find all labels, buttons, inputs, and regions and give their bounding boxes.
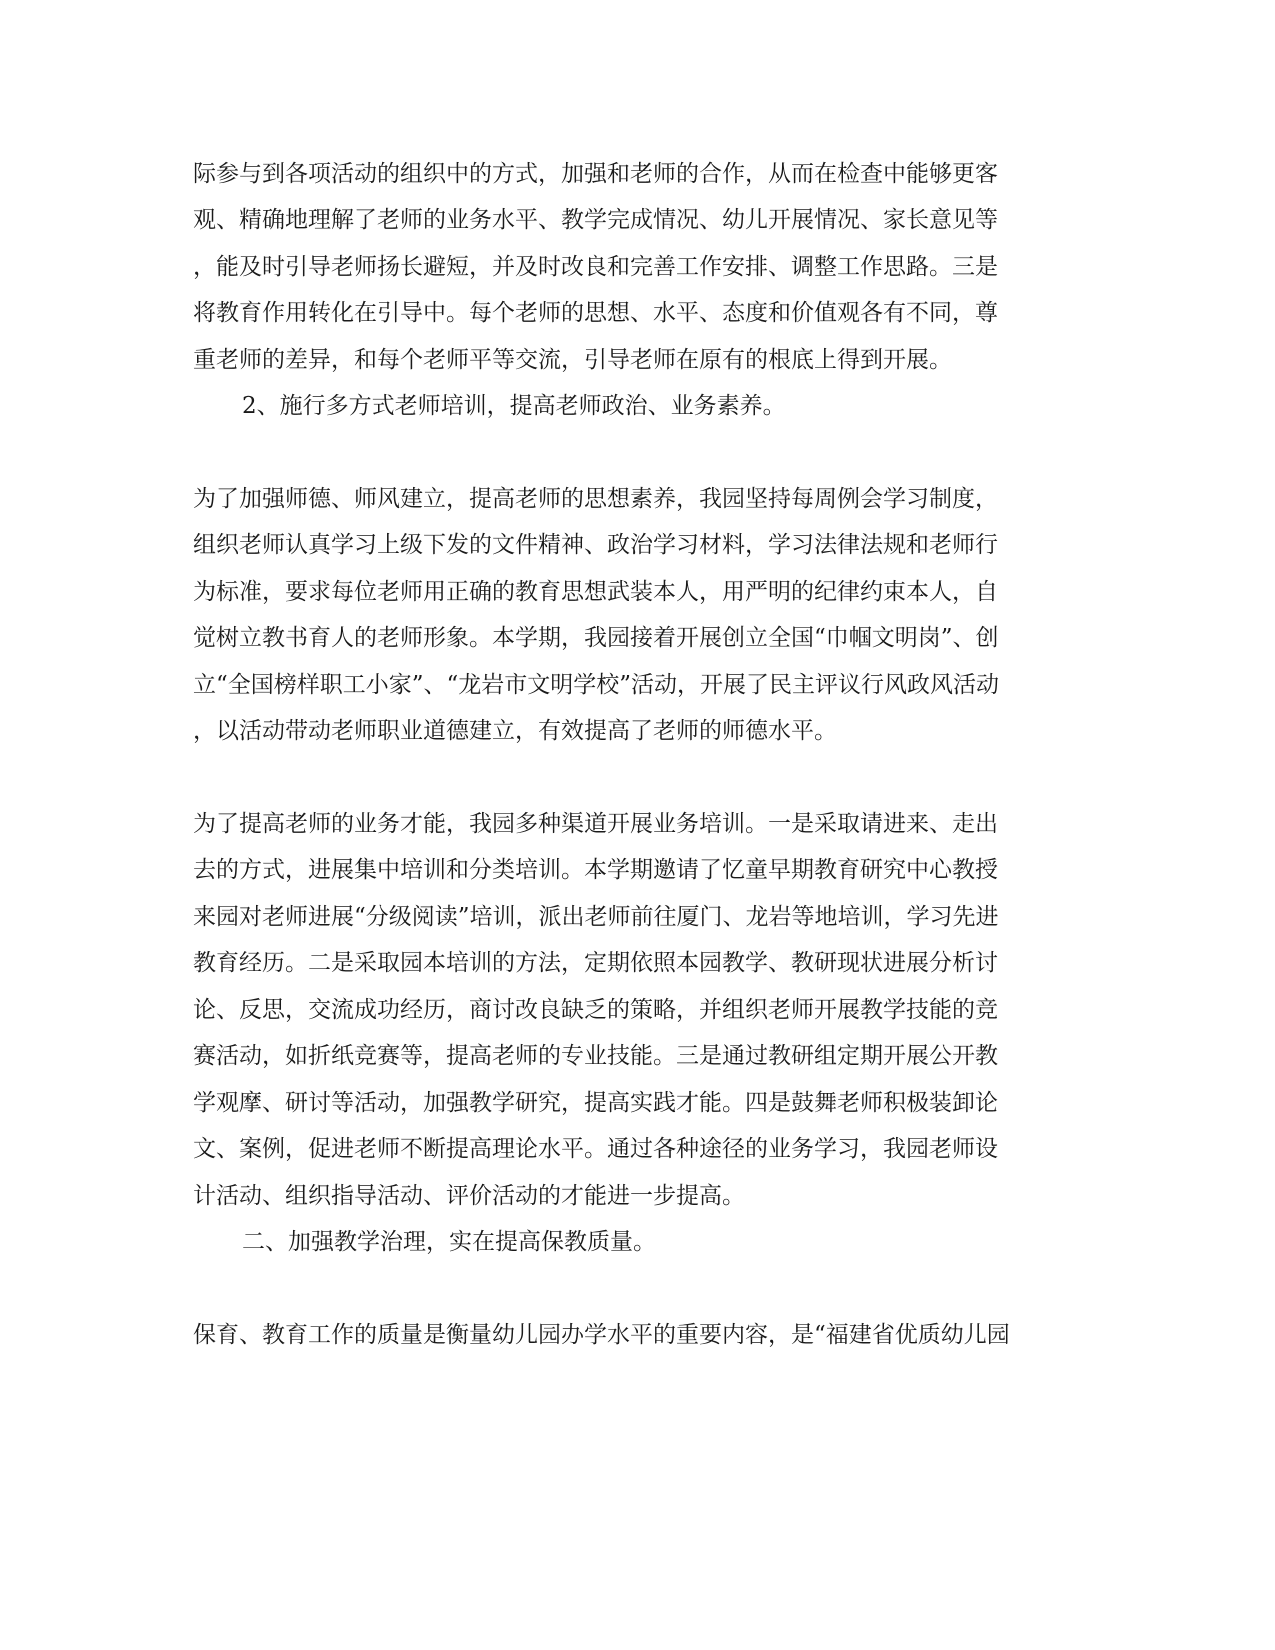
text-line: 文、案例，促进老师不断提高理论水平。通过各种途径的业务学习，我园老师设 bbox=[193, 1136, 998, 1162]
text-line: 观、精确地理解了老师的业务水平、教学完成情况、幼儿开展情况、家长意见等 bbox=[193, 207, 998, 233]
text-line: 计活动、组织指导活动、评价活动的才能进一步提高。 bbox=[193, 1183, 745, 1209]
text-line: 将教育作用转化在引导中。每个老师的思想、水平、态度和价值观各有不同，尊 bbox=[193, 300, 998, 326]
text-line: ，以活动带动老师职业道德建立，有效提高了老师的师德水平。 bbox=[193, 718, 837, 744]
section-heading: 2、施行多方式老师培训，提高老师政治、业务素养。 bbox=[242, 393, 786, 419]
text-line: 学观摩、研讨等活动，加强教学研究，提高实践才能。四是鼓舞老师积极装卸论 bbox=[193, 1090, 998, 1116]
text-line: 组织老师认真学习上级下发的文件精神、政治学习材料，学习法律法规和老师行 bbox=[193, 532, 998, 558]
text-line: ，能及时引导老师扬长避短，并及时改良和完善工作安排、调整工作思路。三是 bbox=[193, 254, 998, 280]
text-line: 保育、教育工作的质量是衡量幼儿园办学水平的重要内容，是“福建省优质幼儿园 bbox=[193, 1322, 1010, 1348]
text-line: 际参与到各项活动的组织中的方式，加强和老师的合作，从而在检查中能够更客 bbox=[193, 161, 998, 187]
text-line: 教育经历。二是采取园本培训的方法，定期依照本园教学、教研现状进展分析讨 bbox=[193, 950, 998, 976]
text-line: 为了加强师德、师风建立，提高老师的思想素养，我园坚持每周例会学习制度， bbox=[193, 486, 998, 512]
text-line: 赛活动，如折纸竞赛等，提高老师的专业技能。三是通过教研组定期开展公开教 bbox=[193, 1043, 998, 1069]
text-line: 来园对老师进展“分级阅读”培训，派出老师前往厦门、龙岩等地培训，学习先进 bbox=[193, 904, 999, 930]
text-line: 觉树立教书育人的老师形象。本学期，我园接着开展创立全国“巾帼文明岗”、创 bbox=[193, 625, 999, 651]
text-line: 立“全国榜样职工小家”、“龙岩市文明学校”活动，开展了民主评议行风政风活动 bbox=[193, 672, 1000, 698]
text-line: 论、反思，交流成功经历，商讨改良缺乏的策略，并组织老师开展教学技能的竞 bbox=[193, 997, 998, 1023]
text-line: 去的方式，进展集中培训和分类培训。本学期邀请了忆童早期教育研究中心教授 bbox=[193, 857, 998, 883]
text-line: 为了提高老师的业务才能，我园多种渠道开展业务培训。一是采取请进来、走出 bbox=[193, 811, 998, 837]
text-line: 为标准，要求每位老师用正确的教育思想武装本人，用严明的纪律约束本人，自 bbox=[193, 579, 998, 605]
section-heading: 二、加强教学治理，实在提高保教质量。 bbox=[242, 1229, 656, 1255]
text-line: 重老师的差异，和每个老师平等交流，引导老师在原有的根底上得到开展。 bbox=[193, 347, 952, 373]
